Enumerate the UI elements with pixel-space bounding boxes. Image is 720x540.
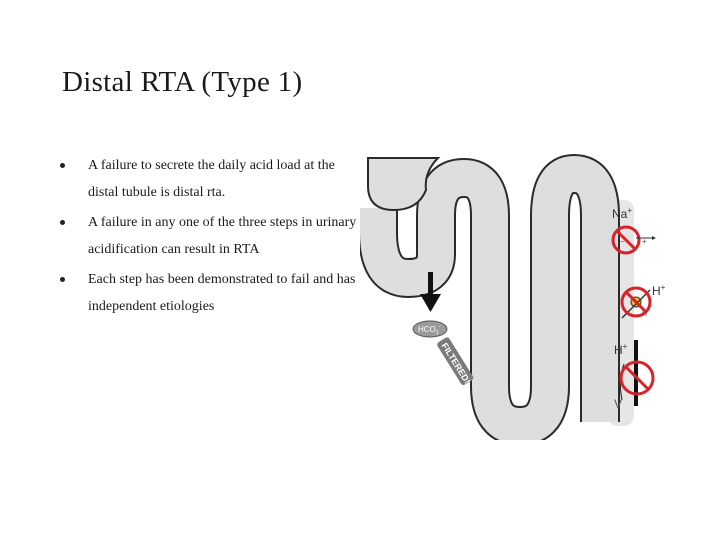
bullet-list <box>58 152 358 323</box>
bullet-item <box>58 266 358 320</box>
hco3-label: $HCO_3^-$ <box>418 324 441 336</box>
pump-ion-label: H <box>642 311 648 318</box>
h-label-pump: H+ <box>652 283 666 298</box>
bullet-text: A failure to secrete the daily acid load at the distal tubule is distal rta. <box>88 158 335 200</box>
nephron-diagram <box>360 150 680 440</box>
bullet-item <box>58 209 358 263</box>
bullet-dot <box>60 220 65 225</box>
na-label: Na+ <box>612 206 633 221</box>
h-label-bottom: H+ <box>614 342 628 357</box>
filtered-label: FILTERED! <box>439 341 473 386</box>
bullet-text: Each step has been demonstrated to fail and has independent etiologies <box>88 272 356 314</box>
tubule-lumen <box>378 174 600 426</box>
bullet-dot <box>60 163 65 168</box>
voltage-plus-label: + <box>642 237 647 246</box>
bullet-item <box>58 152 358 206</box>
flow-arrowhead <box>652 236 656 240</box>
voltage-minus-label: − <box>620 237 625 246</box>
filtered-tag <box>436 336 475 386</box>
hco3-badge <box>413 321 447 337</box>
slide-title: Distal RTA (Type 1) <box>62 66 303 98</box>
v-symbol: V <box>614 397 623 411</box>
bullet-dot <box>60 277 65 282</box>
membrane-bar <box>634 340 638 406</box>
bullet-text: A failure in any one of the three steps in urinary acidification can result in RTA <box>88 215 357 257</box>
